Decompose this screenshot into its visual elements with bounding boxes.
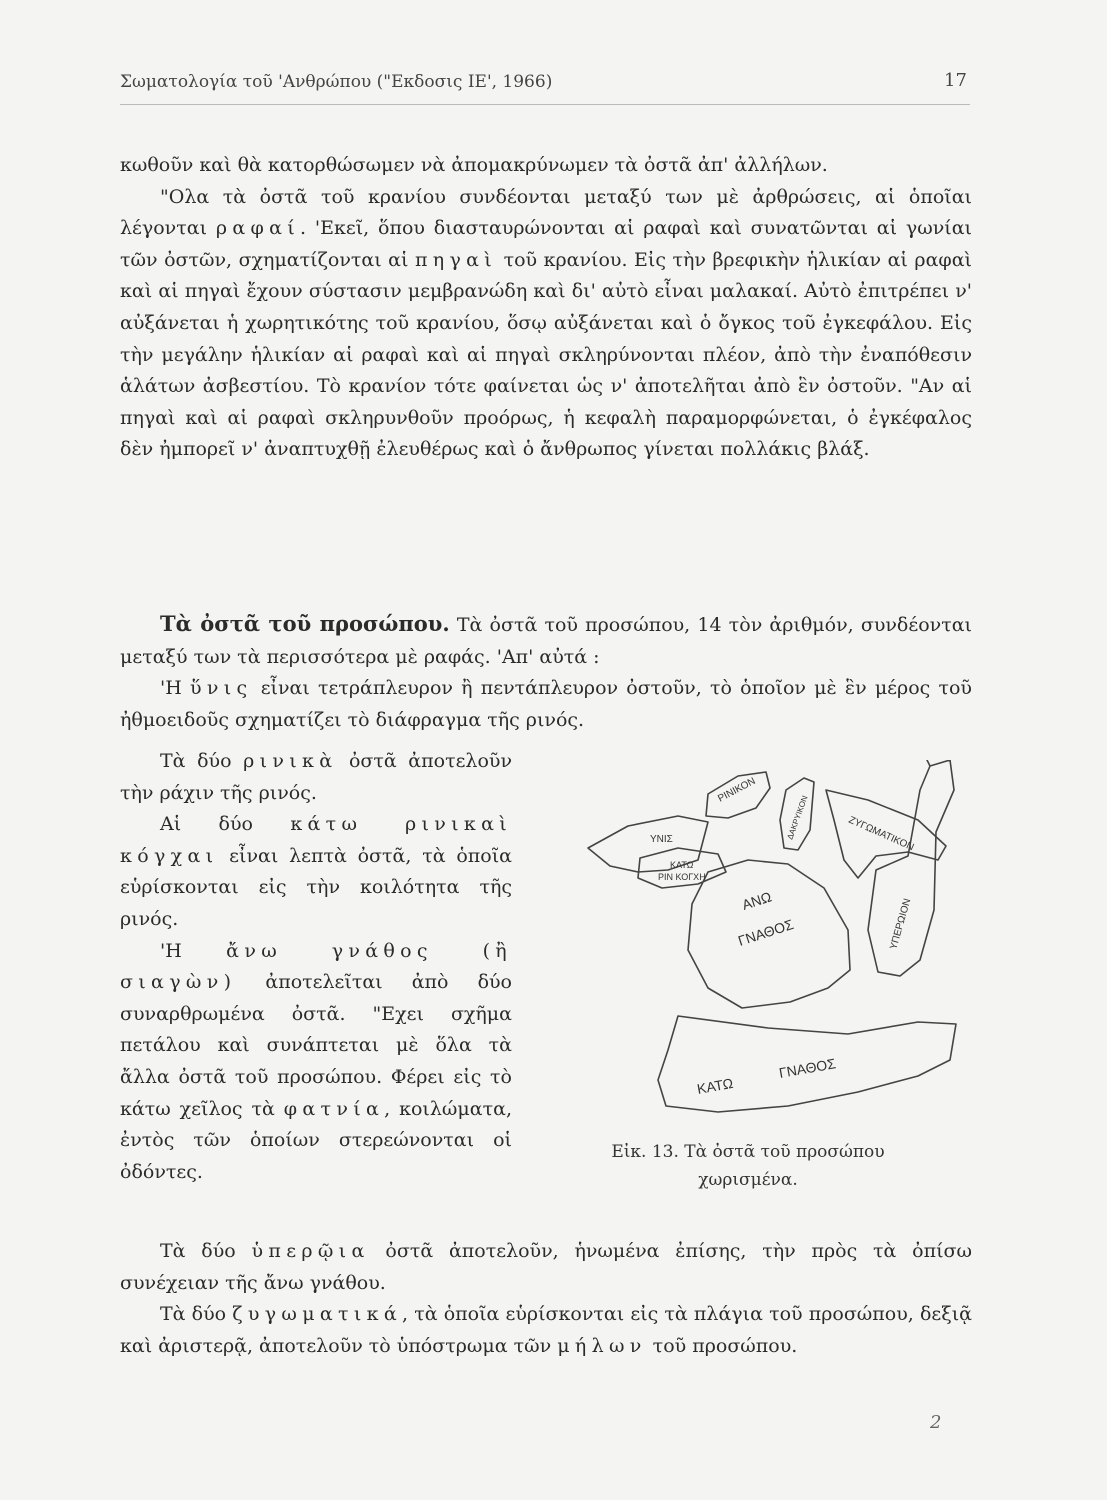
sutures-text-c: τοῦ κρανίου. Εἰς τὴν βρεφικὴν ἡλικίαν αἱ ραφαὶ καὶ αἱ πηγαὶ ἔχουν σύστασιν μεμβρανώδη καὶ δι' αὐτὸ εἶναι μαλακαί. Αὐτὸ ἐπιτρέπει ν' αὐξάνεται ἡ χωρητικότης τοῦ κρανίου, ὅσῳ αὐξάνεται καὶ ὁ ὄγκος τοῦ ἐγκεφάλου. Εἰς τὴν μεγάλην ἡλικίαν αἱ ραφαὶ καὶ αἱ πηγαὶ σκληρύνονται πλέον, ἀπὸ τὴν ἐναπόθεσιν ἁλάτων ἀσβεστίου. Τὸ κρανίον τότε φαίνεται ὡς ν' ἀποτελῆται ἀπὸ ἓν ὀστοῦν. "Αν αἱ πηγαὶ καὶ αἱ ραφαὶ σκληρυνθοῦν προόρως, ἡ κεφαλὴ παραμορφώνεται, ὁ ἐγκέφαλος δὲν ἠμπορεῖ ν' ἀναπτυχθῇ ἐλευθέρως καὶ ὁ ἄνθρωπος γίνεται πολλάκις βλάξ. [120, 248, 972, 461]
label-lacrimal: ΔΑΚΡΥΙΚΟΝ [785, 794, 810, 841]
paragraph-conchae [120, 809, 512, 935]
maxilla-text-c: , κοιλώματα, ἐντὸς τῶν ὁποίων στερεώνονται οἱ ὀδόντες. [120, 1097, 512, 1183]
label-nasal: ΡΙΝΙΚΟΝ [716, 775, 758, 805]
caption-line-1: Εἰκ. 13. Τὰ ὀστᾶ τοῦ προσώπου [611, 1142, 885, 1162]
figure-caption [568, 1138, 928, 1194]
label-concha-1: ΚΑΤΩ [670, 860, 694, 870]
paragraph-continuation [120, 150, 972, 182]
paragraph-sutures [120, 182, 972, 466]
label-maxilla-1: ΑΝΩ [739, 888, 774, 913]
label-zygomatic: ΖΥΓΩΜΑΤΙΚΟΝ [846, 814, 916, 854]
header-rule [120, 104, 970, 105]
label-concha-2: ΡΙΝ ΚΟΓΧΗ [658, 872, 706, 882]
palatine-text-a: Τὰ δύο [160, 1240, 252, 1262]
paragraph-nasal [120, 746, 512, 809]
sutures-text-b: . 'Εκεῖ, ὅπου διασταυρώνονται αἱ ραφαὶ καὶ συνατῶνται αἱ γωνίαι τῶν ὀστῶν, σχηματίζονται αἱ [120, 217, 972, 271]
vomer-text-b: εἶναι τετράπλευρον ἢ πεντάπλευρον ὀστοῦν, τὸ ὁποῖον μὲ ἓν μέρος τοῦ ἠθμοειδοῦς σχηματίζει τὸ διάφραγμα τῆς ρινός. [120, 677, 972, 731]
paragraph-vomer [120, 673, 972, 736]
paragraph-maxilla [120, 936, 512, 1189]
maxilla-text-a: 'Η [160, 939, 227, 962]
term-phatnia: φατνία [283, 1097, 385, 1120]
palatine-shape [868, 760, 954, 976]
page-number: 17 [944, 70, 967, 91]
nasal-text-b: ὀστᾶ ἀποτελοῦν τὴν ράχιν τῆς ρινός. [120, 750, 512, 804]
signature-mark: 2 [930, 1412, 942, 1433]
bottom-text-block [120, 1236, 972, 1362]
conchae-text-a: Αἱ δύο [160, 813, 291, 836]
term-vomer: ὕνις [190, 677, 253, 700]
zyg-text-c: τοῦ προσώπου. [646, 1334, 798, 1357]
paragraph-palatine [120, 1236, 972, 1299]
maxilla-text-b: ἀποτελεῖται ἀπὸ δύο συναρθρωμένα ὀστᾶ. "Εχει σχῆμα πετάλου καὶ συνάπτεται μὲ ὅλα τὰ ἄλλα ὀστᾶ τοῦ προσώπου. Φέρει εἰς τὸ κάτω χεῖλος τὰ [120, 971, 512, 1120]
sutures-text-a: "Ολα τὰ ὀστᾶ τοῦ κρανίου συνδέονται μεταξύ των μὲ ἀρθρώσεις, αἱ ὁποῖαι λέγονται [120, 185, 972, 240]
caption-line-2: χωρισμένα. [698, 1170, 798, 1190]
palatine-text-b: ὀστᾶ ἀποτελοῦν, ἡνωμένα ἐπίσης, τὴν πρὸς τὰ ὀπίσω συνέχειαν τῆς ἄνω γνάθου. [120, 1240, 972, 1294]
facial-bones-figure [558, 760, 968, 1140]
zyg-text-b: , τὰ ὁποῖα εὑρίσκονται εἰς τὰ πλάγια τοῦ προσώπου, δεξιᾷ καὶ ἀριστερᾷ, ἀποτελοῦν τὸ ὑπόστρωμα τῶν [120, 1303, 972, 1357]
label-maxilla-2: ΓΝΑΘΟΣ [735, 915, 796, 949]
term-nasal: ρινικὰ [243, 750, 338, 772]
face-section [120, 608, 972, 736]
narrow-column [120, 746, 512, 1188]
section-heading: Τὰ ὀστᾶ τοῦ προσώπου. [160, 611, 450, 636]
zyg-text-a: Τὰ δύο [160, 1303, 233, 1326]
conchae-text-b: εἶναι λεπτὰ ὀστᾶ, τὰ ὁποῖα εὑρίσκονται εἰς τὴν κοιλότητα τῆς ρινός. [120, 844, 512, 930]
term-maxilla: ἄνω γνάθος [226, 939, 433, 962]
label-vomer: ΥΝΙΣ [650, 834, 673, 845]
term-palatine: ὑπερῷια [251, 1240, 370, 1262]
label-palatine: ΥΠΕΡΩΙΟΝ [888, 897, 914, 951]
paragraph-face-intro [120, 608, 972, 673]
term-siagon: (ἢ σιαγὼν) [120, 939, 512, 994]
nasal-text-a: Τὰ δύο [160, 750, 244, 772]
term-mila: μήλων [557, 1334, 647, 1357]
vomer-text-a: 'Η [160, 677, 190, 700]
skull-text-block [120, 150, 972, 466]
term-zygomatic: ζυγωματικά [232, 1303, 403, 1326]
term-pegai: πηγαὶ [414, 248, 498, 271]
continuation-line: κωθοῦν καὶ θὰ κατορθώσωμεν νὰ ἀπομακρύνωμεν τὰ ὀστᾶ ἀπ' ἀλλήλων. [120, 154, 828, 176]
running-title: Σωματολογία τοῦ 'Ανθρώπου ("Εκδοσις ΙΕ', 1966) [120, 72, 553, 92]
label-mandible-2: ΓΝΑΘΟΣ [777, 1055, 837, 1081]
label-mandible-1: ΚΑΤΩ [695, 1074, 735, 1097]
paragraph-zygomatic [120, 1299, 972, 1362]
section-intro: Τὰ ὀστᾶ τοῦ προσώπου, 14 τὸν ἀριθμόν, συνδέονται μεταξύ των τὰ περισσότερα μὲ ραφάς. 'Απ' αὐτά : [120, 614, 972, 668]
term-conchae: κάτω ρινικαὶ κόγχαι [120, 813, 512, 867]
term-raphai: ραφαί [215, 217, 301, 240]
